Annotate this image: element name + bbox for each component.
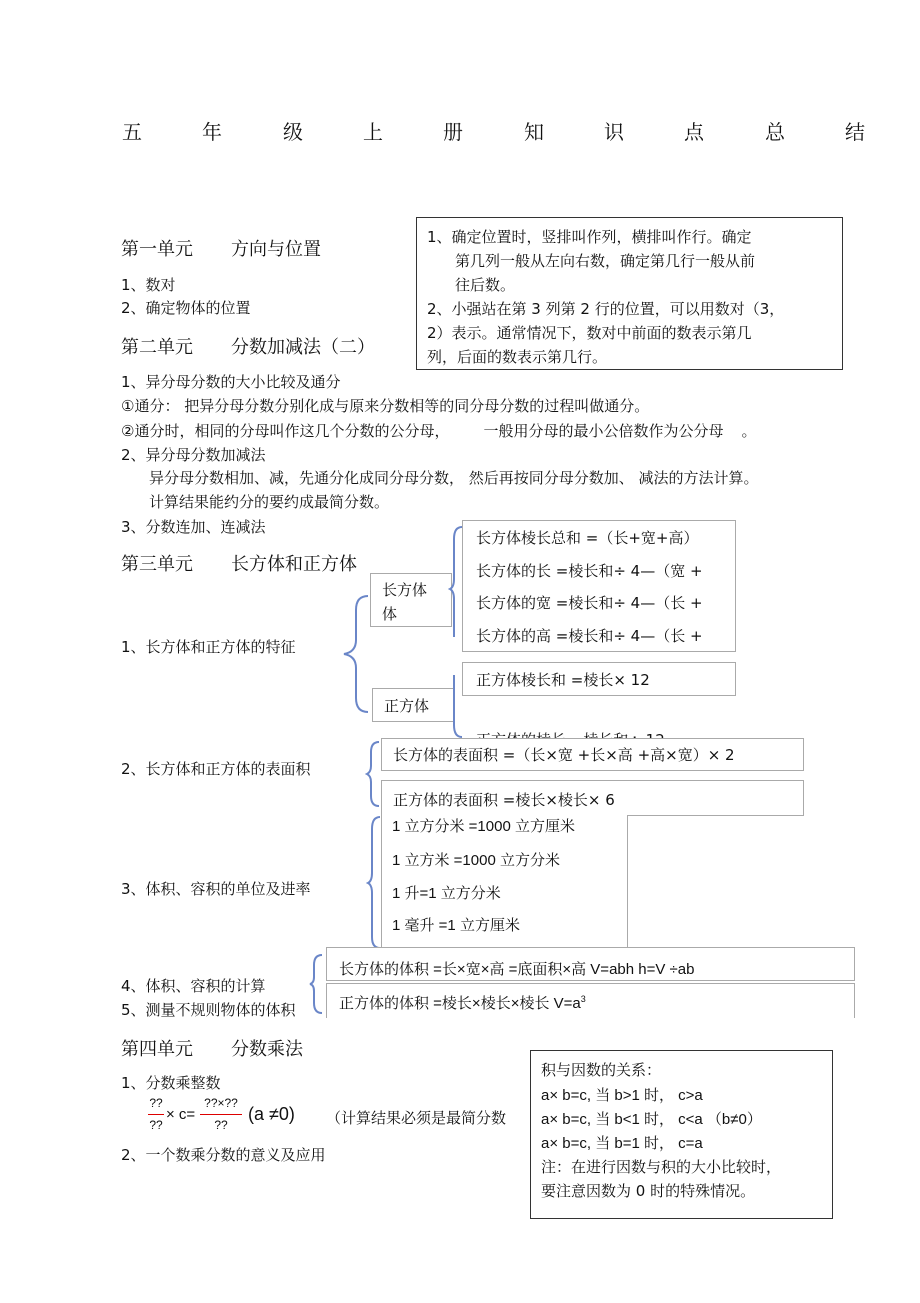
title-char: 点 <box>684 120 704 144</box>
unit-conversion: 1 毫升 =1 立方厘米 <box>392 917 520 934</box>
cuboid-formula-box <box>462 520 736 652</box>
unit-2-sub-part: 。 <box>741 422 757 440</box>
unit-number: 第二单元 <box>121 337 193 358</box>
unit-conversion: 1 升=1 立方分米 <box>392 885 501 902</box>
rule-line: a× b=c, 当 b=1 时， c=a <box>541 1135 703 1152</box>
unit-2-sub: ①通分： 把异分母分数分别化成与原来分数相等的同分母分数的过程叫做通分。 <box>121 397 650 415</box>
position-note-box <box>416 217 843 370</box>
unit-2-item: 2、异分母分数加减法 <box>121 446 266 464</box>
unit-name: 长方体和正方体 <box>231 554 357 575</box>
unit-2-desc: 异分母分数相加、减，先通分化成同分母分数， 然后再按同分母分数加、 减法的方法计算。 <box>149 469 759 487</box>
fraction-bar <box>148 1114 164 1115</box>
rule-line: a× b=c, 当 b>1 时， c>a <box>541 1087 703 1104</box>
units-brace <box>366 815 384 950</box>
cuboid-cube-brace <box>448 525 466 740</box>
cuboid-formula: 长方体的高 =棱长和÷ 4—（长 + <box>476 627 703 645</box>
title-char: 结 <box>845 120 865 144</box>
unit-3-heading <box>121 550 357 576</box>
unit-name: 方向与位置 <box>231 239 321 260</box>
volume-formula: 长方体的体积 =长×宽×高 =底面积×高 V=abh h=V ÷ab <box>339 961 695 978</box>
cuboid-formula: 长方体的长 =棱长和÷ 4—（宽 + <box>476 562 703 580</box>
unit-4-item: 2、一个数乘分数的意义及应用 <box>121 1146 326 1164</box>
cuboid-formula: 长方体棱长总和 =（长+宽+高） <box>476 529 699 547</box>
cube-label: 正方体 <box>384 697 430 715</box>
cube-volume-box <box>326 983 855 1018</box>
volume-exponent: 3 <box>580 994 586 1004</box>
cuboid-surface-box <box>381 738 804 771</box>
cuboid-label-box <box>370 573 452 627</box>
rule-line: 要注意因数为 0 时的特殊情况。 <box>541 1182 756 1200</box>
condition: (a ≠0) <box>248 1104 295 1124</box>
cube-label-box <box>372 688 454 722</box>
unit-2-sub-part: 一般用分母的最小公倍数作为公分母 <box>483 422 724 440</box>
unit-2-item: 3、分数连加、连减法 <box>121 518 266 536</box>
unit-2-desc: 计算结果能约分的要约成最简分数。 <box>149 493 390 511</box>
volume-formula-text: 正方体的体积 =棱长×棱长×棱长 V=a <box>339 995 581 1012</box>
feature-brace <box>340 594 374 714</box>
times-c: × c= <box>166 1106 196 1123</box>
title-char: 五 <box>122 120 142 144</box>
note-line: 列，后面的数表示第几行。 <box>427 348 608 366</box>
unit-4-heading <box>121 1035 303 1061</box>
unit-2-item: 1、异分母分数的大小比较及通分 <box>121 373 341 391</box>
fraction-bar <box>200 1114 242 1115</box>
title-char: 册 <box>443 120 463 144</box>
volume-brace <box>308 953 326 1015</box>
simplify-note: （计算结果必须是最简分数 <box>326 1109 507 1127</box>
fraction-denominator: ?? <box>149 1118 163 1132</box>
title-char: 年 <box>202 120 222 144</box>
cuboid-volume-box <box>326 947 855 981</box>
title-char: 总 <box>765 120 785 144</box>
note-line: 往后数。 <box>455 276 516 294</box>
note-line: 第几列一般从左向右数，确定第几行一般从前 <box>455 252 756 270</box>
unit-1-heading <box>121 235 321 261</box>
rule-line: 注：在进行因数与积的大小比较时， <box>541 1158 782 1176</box>
unit-name: 分数加减法（二） <box>231 337 375 358</box>
cuboid-label: 长方体 <box>382 581 428 599</box>
product-factor-box <box>530 1050 833 1219</box>
cuboid-label: 体 <box>382 605 398 623</box>
unit-number: 第一单元 <box>121 239 193 260</box>
rule-line: a× b=c, 当 b<1 时， c<a （b≠0） <box>541 1111 762 1128</box>
volume-formula <box>339 992 586 1013</box>
unit-3-item: 2、长方体和正方体的表面积 <box>121 760 311 778</box>
unit-2-sub <box>121 420 756 441</box>
note-line: 2、小强站在第 3 列第 2 行的位置，可以用数对（3， <box>427 300 785 318</box>
unit-number: 第三单元 <box>121 554 193 575</box>
title-char: 上 <box>363 120 383 144</box>
unit-1-item: 2、确定物体的位置 <box>121 299 251 317</box>
title-char: 知 <box>524 120 544 144</box>
cube-surface-box <box>381 780 804 816</box>
cube-formula-box <box>462 662 736 696</box>
unit-4-item: 1、分数乘整数 <box>121 1074 221 1092</box>
unit-conversion: 1 立方米 =1000 立方分米 <box>392 852 560 869</box>
cuboid-formula: 长方体的宽 =棱长和÷ 4—（长 + <box>476 594 703 612</box>
title-char: 识 <box>604 120 624 144</box>
unit-name: 分数乘法 <box>231 1039 303 1060</box>
fraction-numerator: ??×?? <box>204 1096 238 1110</box>
title-char: 级 <box>283 120 303 144</box>
cube-formula: 正方体棱长和 =棱长× 12 <box>476 671 650 689</box>
surface-formula: 长方体的表面积 =（长×宽 +长×高 +高×宽）× 2 <box>393 746 735 764</box>
surface-brace <box>365 740 383 808</box>
unit-3-item: 4、体积、容积的计算 <box>121 977 266 995</box>
note-line: 2）表示。通常情况下，数对中前面的数表示第几 <box>427 324 752 342</box>
unit-3-item: 3、体积、容积的单位及进率 <box>121 880 311 898</box>
unit-3-item: 1、长方体和正方体的特征 <box>121 638 296 656</box>
fraction-numerator: ?? <box>149 1096 163 1110</box>
rule-line: 积与因数的关系： <box>541 1061 662 1079</box>
unit-conversion: 1 立方分米 =1000 立方厘米 <box>392 818 575 835</box>
unit-2-sub-part: ②通分时，相同的分母叫作这几个分数的公分母， <box>121 422 450 440</box>
surface-formula: 正方体的表面积 =棱长×棱长× 6 <box>393 791 615 809</box>
fraction-denominator: ?? <box>214 1118 228 1132</box>
unit-3-item: 5、测量不规则物体的体积 <box>121 1001 296 1019</box>
note-line: 1、确定位置时，竖排叫作列，横排叫作行。确定 <box>427 228 752 246</box>
unit-1-item: 1、数对 <box>121 276 176 294</box>
unit-2-heading <box>121 333 375 359</box>
unit-number: 第四单元 <box>121 1039 193 1060</box>
